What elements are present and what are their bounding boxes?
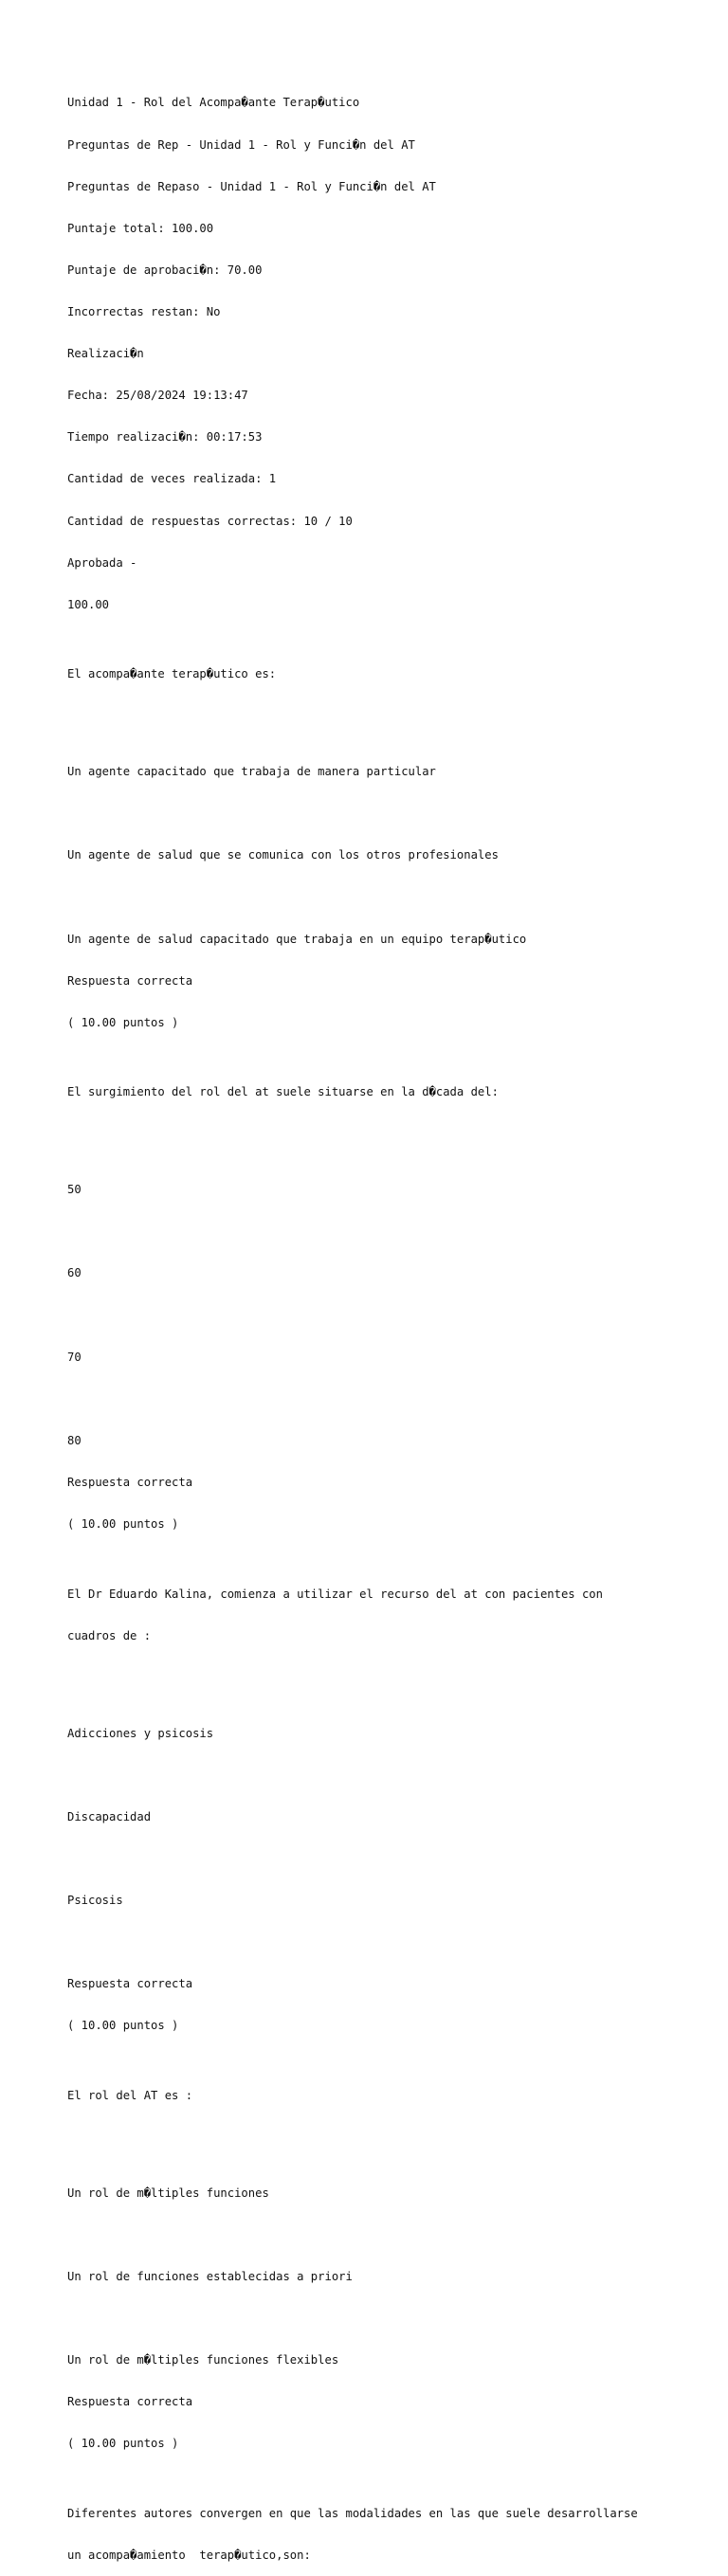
question-1-result: Respuesta correcta <box>67 973 193 988</box>
question-2-option-4: 80 <box>67 1433 82 1447</box>
status: Aprobada - <box>67 555 137 570</box>
question-2-option-2: 60 <box>67 1266 82 1280</box>
quiz-full-title: Preguntas de Repaso - Unidad 1 - Rol y Funci�n del AT <box>67 179 436 193</box>
question-1-points: ( 10.00 puntos ) <box>67 1015 179 1029</box>
question-2-option-1: 50 <box>67 1183 82 1197</box>
question-3-result: Respuesta correcta <box>67 1977 193 1991</box>
question-3-prompt-line-1: El Dr Eduardo Kalina, comienza a utilizar el recurso del at con pacientes con <box>67 1587 603 1601</box>
question-4-option-3: Un rol de m�ltiples funciones flexibles <box>67 2353 339 2367</box>
realization-heading: Realizaci�n <box>67 347 144 361</box>
total-score: Puntaje total: 100.00 <box>67 221 214 235</box>
question-2-result: Respuesta correcta <box>67 1475 193 1489</box>
pass-score: Puntaje de aprobaci�n: 70.00 <box>67 263 263 277</box>
question-4-prompt: El rol del AT es : <box>67 2088 193 2102</box>
question-4-result: Respuesta correcta <box>67 2395 193 2409</box>
final-score: 100.00 <box>67 597 110 611</box>
question-4-option-1: Un rol de m�ltiples funciones <box>67 2186 269 2200</box>
correct-count: Cantidad de respuestas correctas: 10 / 10 <box>67 514 353 528</box>
question-3-points: ( 10.00 puntos ) <box>67 2019 179 2033</box>
question-1-option-3: Un agente de salud capacitado que trabaja en un equipo terap�utico <box>67 932 527 946</box>
question-4-points: ( 10.00 puntos ) <box>67 2437 179 2451</box>
question-3-option-2: Discapacidad <box>67 1809 152 1823</box>
times-done: Cantidad de veces realizada: 1 <box>67 472 277 486</box>
question-3-option-3: Psicosis <box>67 1893 123 1907</box>
question-3-option-1: Adicciones y psicosis <box>67 1726 214 1740</box>
question-5-prompt-line-2: un acompa�amiento terap�utico,son: <box>67 2548 311 2562</box>
question-1-option-2: Un agente de salud que se comunica con los otros profesionales <box>67 848 499 862</box>
question-2-prompt: El surgimiento del rol del at suele situarse en la d�cada del: <box>67 1085 499 1099</box>
question-2-option-3: 70 <box>67 1350 82 1364</box>
question-1-option-1: Un agente capacitado que trabaja de manera particular <box>67 765 436 779</box>
unit-title: Unidad 1 - Rol del Acompa�ante Terap�utico <box>67 96 360 110</box>
elapsed-time: Tiempo realizaci�n: 00:17:53 <box>67 430 263 444</box>
quiz-short-title: Preguntas de Rep - Unidad 1 - Rol y Funci�n del AT <box>67 137 415 152</box>
incorrect-penalty: Incorrectas restan: No <box>67 304 221 318</box>
question-3-prompt-line-2: cuadros de : <box>67 1628 152 1642</box>
question-4-option-2: Un rol de funciones establecidas a priori <box>67 2269 353 2283</box>
date: Fecha: 25/08/2024 19:13:47 <box>67 389 248 403</box>
question-5-prompt-line-1: Diferentes autores convergen en que las modalidades en las que suele desarrollarse <box>67 2506 638 2520</box>
question-1-prompt: El acompa�ante terap�utico es: <box>67 667 277 681</box>
question-2-points: ( 10.00 puntos ) <box>67 1517 179 1532</box>
